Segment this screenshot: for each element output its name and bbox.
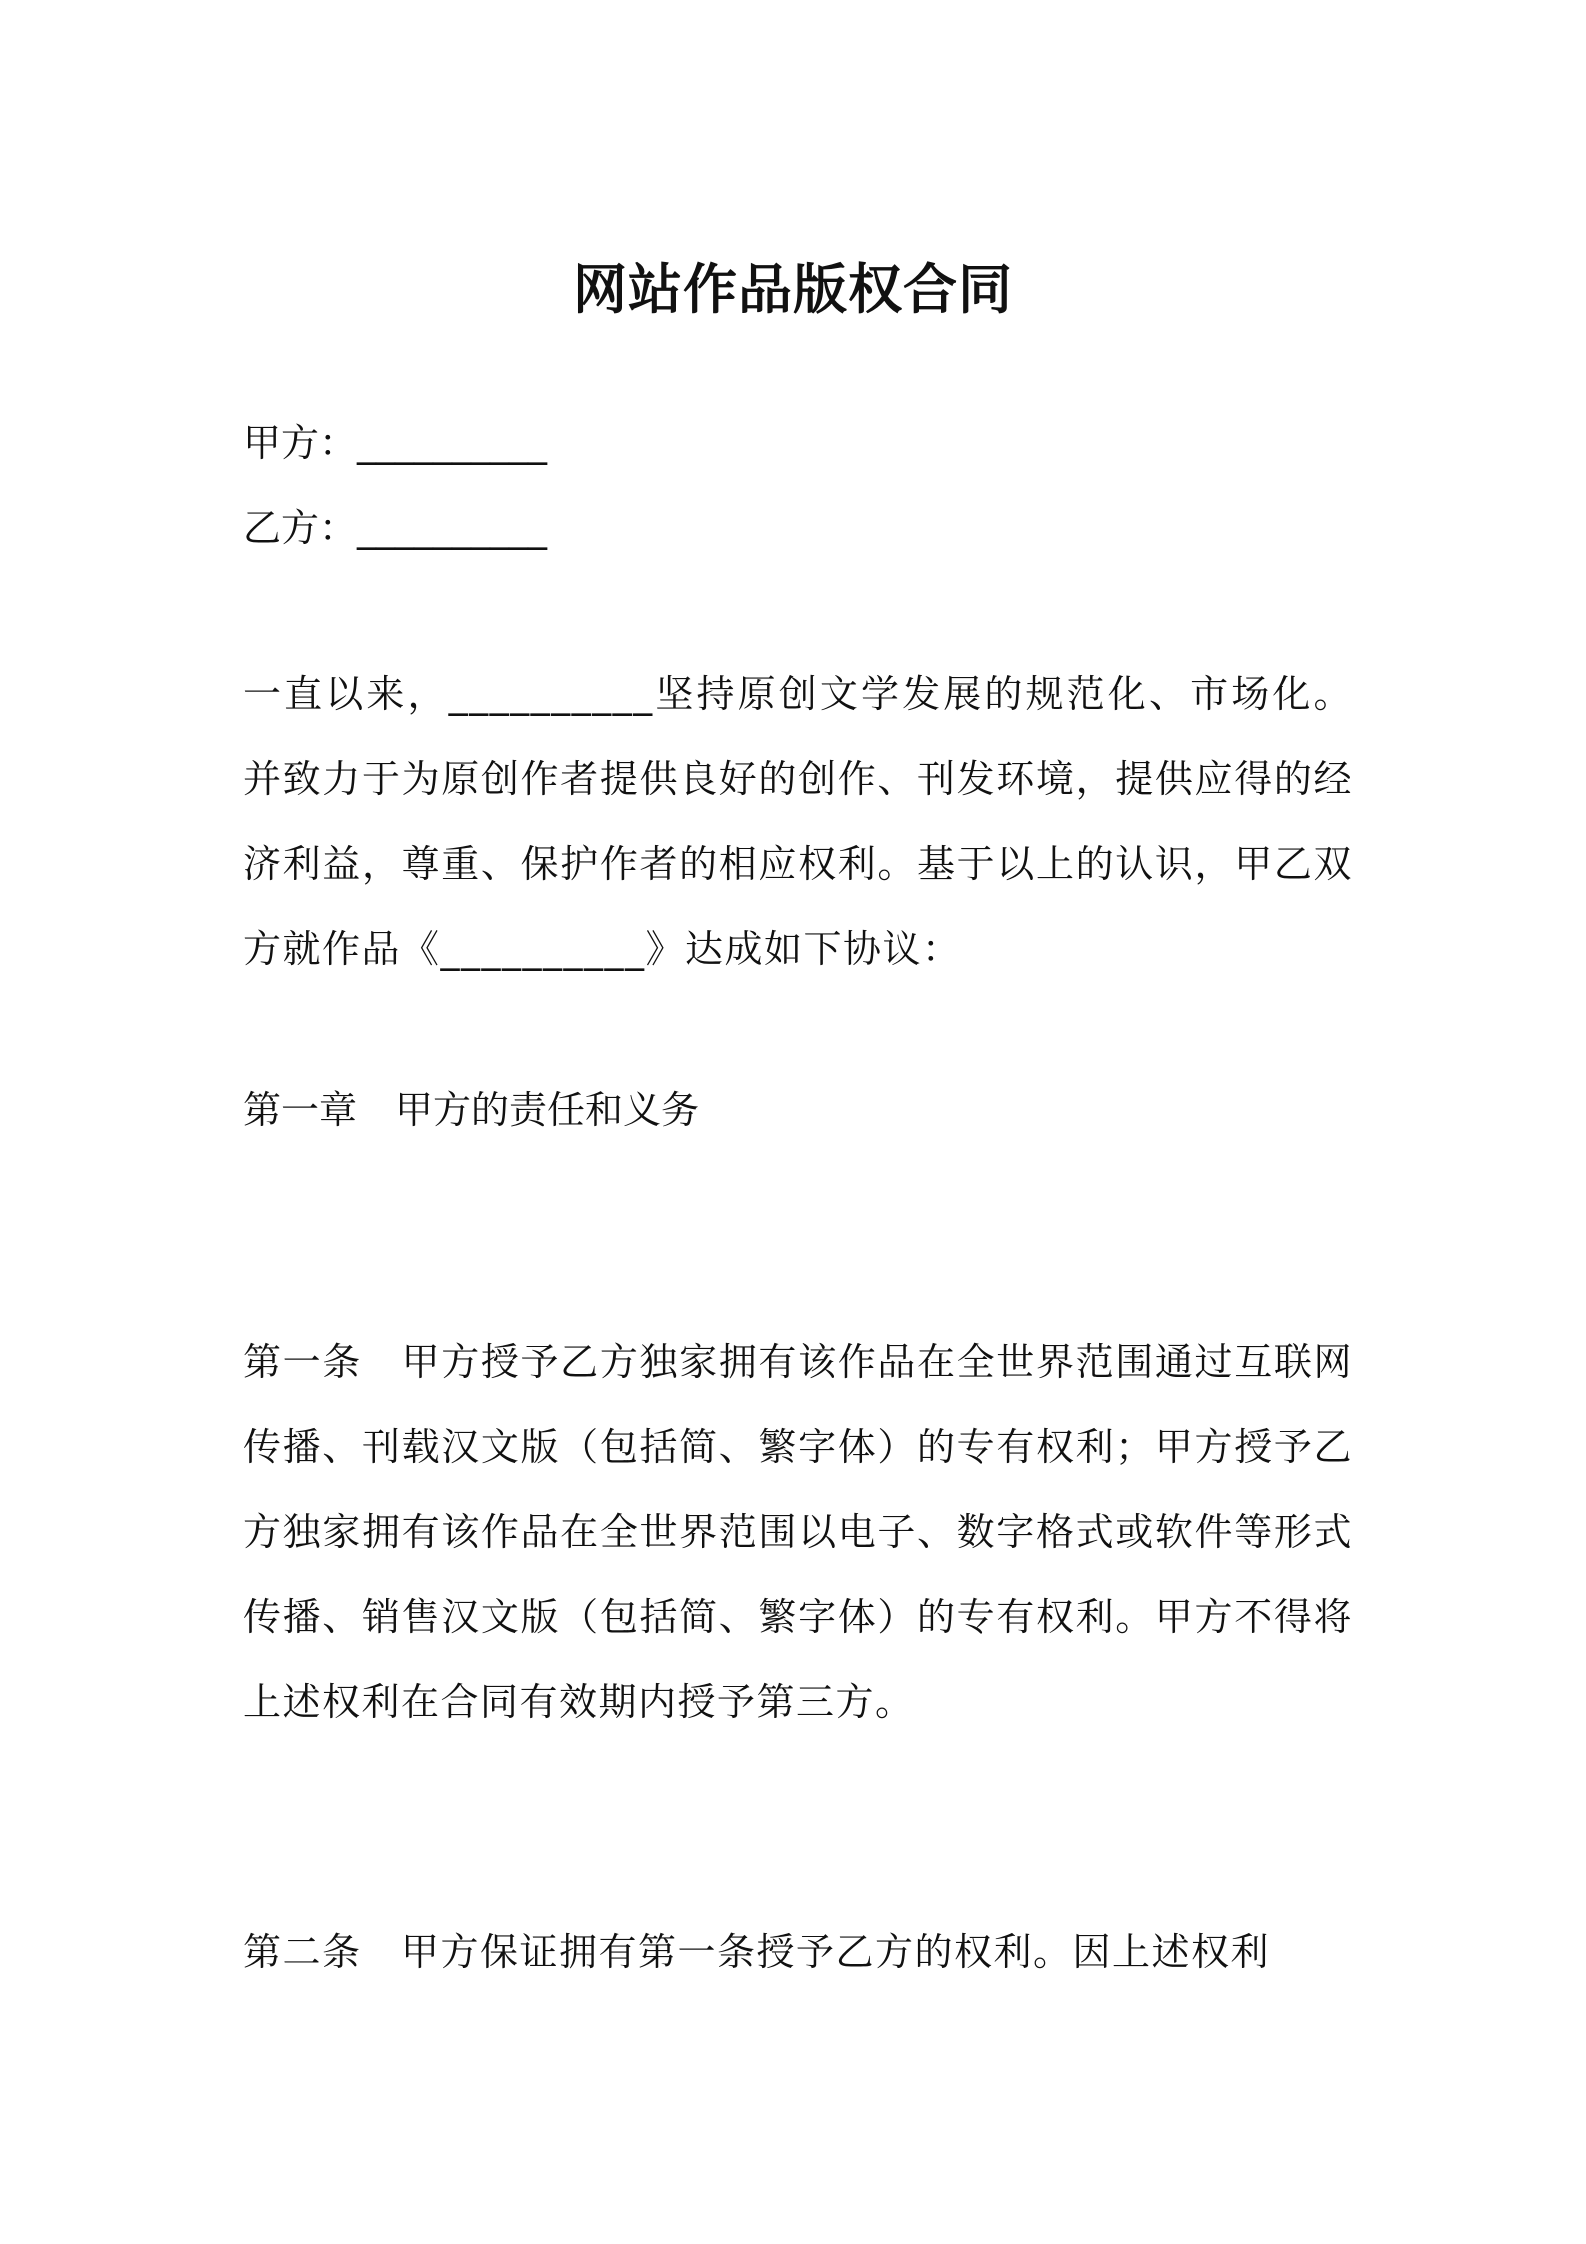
party-a-line: 甲方：__________ xyxy=(243,421,548,465)
chapter-heading: 第一章 甲方的责任和义务 xyxy=(243,1088,700,1132)
article-2-paragraph: 第二条 甲方保证拥有第一条授予乙方的权利。因上述权利 xyxy=(243,1930,1271,1974)
intro-paragraph: 一直以来，__________坚持原创文学发展的规范化、市场化。并致力于为原创作者提供良好的创作、刊发环境，提供应得的经济利益，尊重、保护作者的相应权利。基于以上的认识，甲乙双方就作品《__________》达成如下协议： xyxy=(243,672,1353,971)
document-title: 网站作品版权合同 xyxy=(573,258,1013,321)
article-1-paragraph: 第一条 甲方授予乙方独家拥有该作品在全世界范围通过互联网传播、刊载汉文版（包括简、繁字体）的专有权利；甲方授予乙方独家拥有该作品在全世界范围以电子、数字格式或软件等形式传播、销售汉文版（包括简、繁字体）的专有权利。甲方不得将上述权利在合同有效期内授予第三方。 xyxy=(243,1340,1353,1724)
party-b-line: 乙方：__________ xyxy=(243,506,548,550)
